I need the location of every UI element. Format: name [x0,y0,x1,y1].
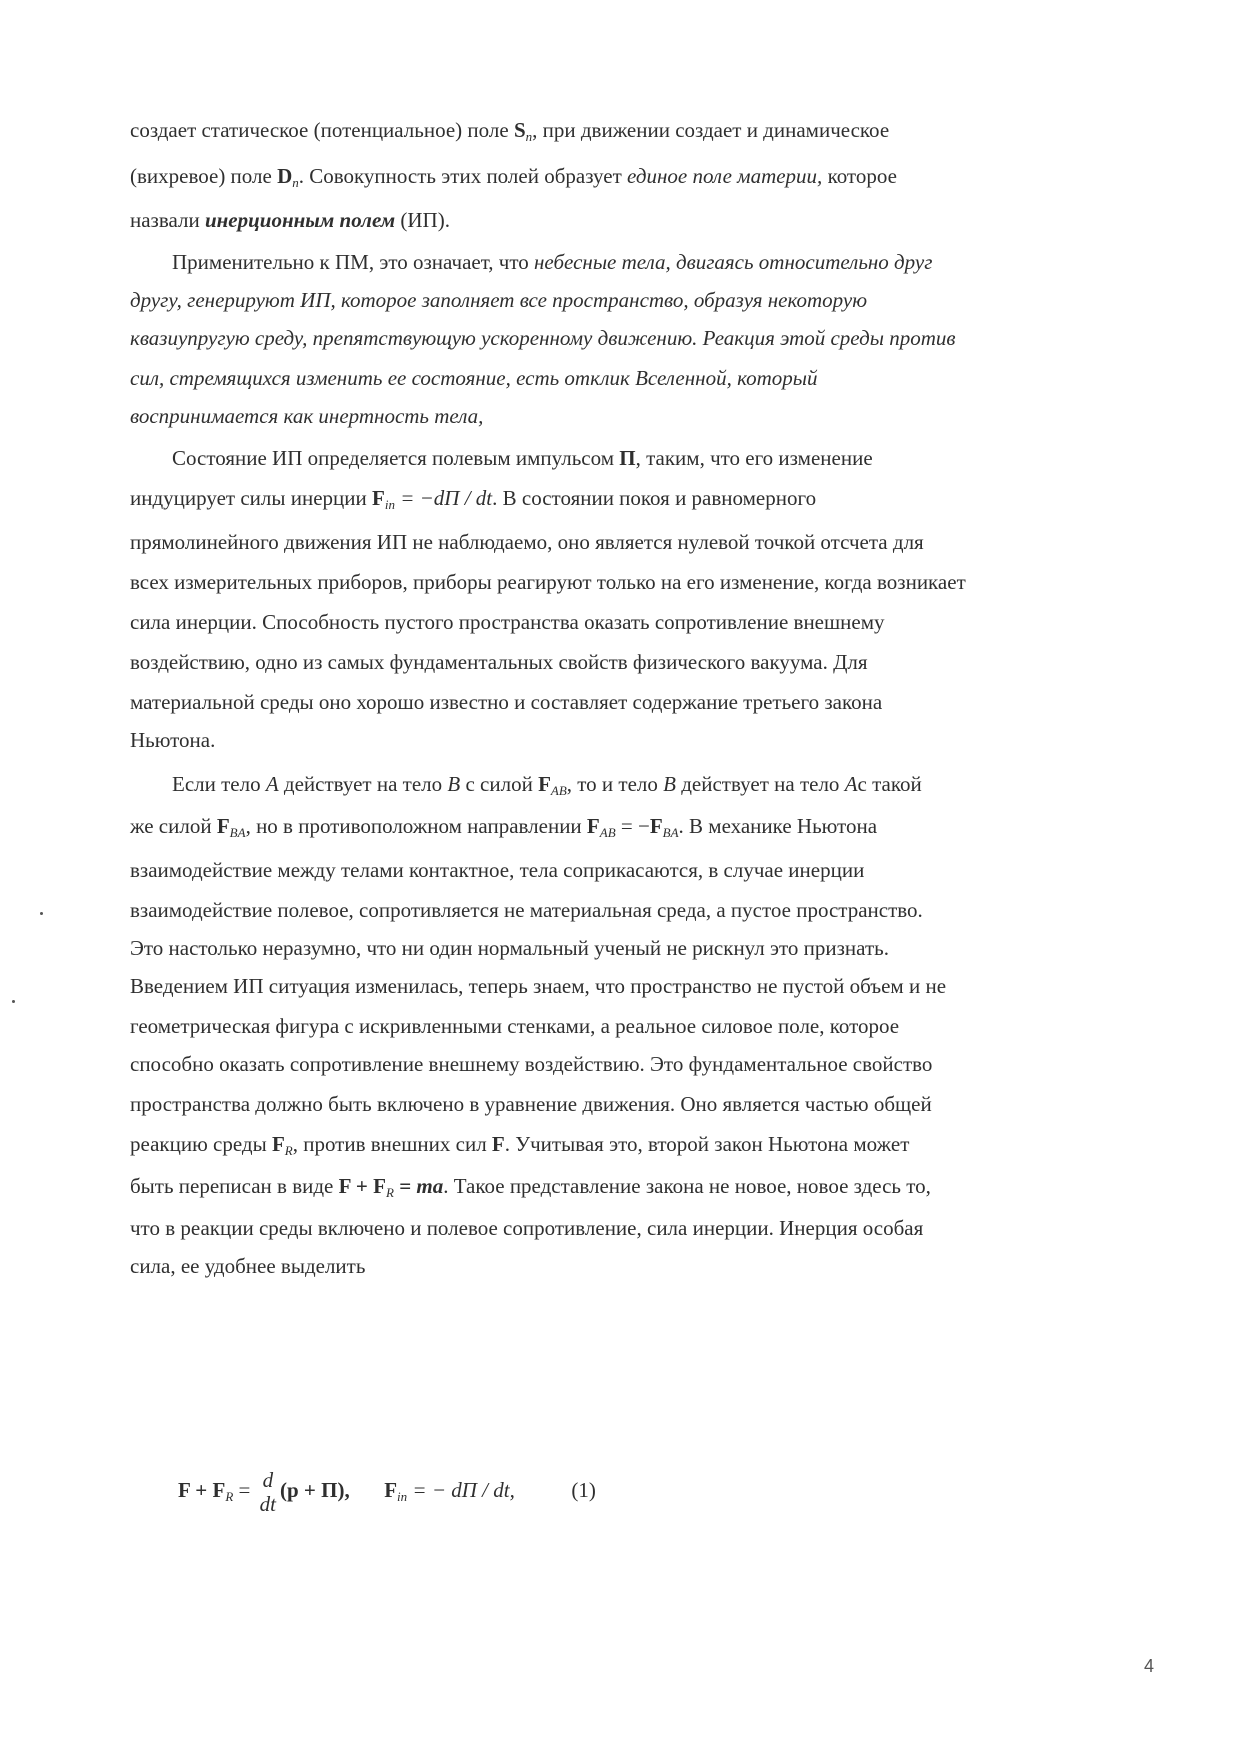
scan-speck [40,912,43,915]
p3-line-5: сила инерции. Способность пустого пространства оказать сопротивление внешнему [130,610,885,634]
equals-sign: = − [615,814,650,838]
p1-line-1 [130,116,889,151]
symbol-F: F [372,486,385,510]
text: . Такое представление закона не новое, новое здесь то, [443,1174,931,1198]
subscript: R [385,1185,394,1200]
subscript: R [284,1143,293,1158]
symbol-F: F [384,1477,398,1502]
p2-line-3 [130,324,955,352]
p4-line-1 [172,770,922,805]
text: . В механике Ньютона [678,814,878,838]
formula: = −dП / dt [394,486,493,510]
subscript: BA [229,825,246,840]
subscript: BA [662,825,679,840]
symbol-F: F [271,1132,285,1156]
p3-line-6: воздействию, одно из самых фундаментальных свойств физического вакуума. Для [130,650,868,674]
text: с такой [857,772,922,796]
text: , таким, что его изменение [635,446,873,470]
text: которое [827,164,897,188]
subscript: R [225,1488,234,1504]
symbol-D: D [277,164,293,188]
bold-italic-term: инерционным полем [204,208,396,232]
fraction [260,1468,276,1516]
p4-line-4: взаимодействие полевое, сопротивляется не материальная среда, а пустое пространство. [130,898,923,922]
p4-line-3: взаимодействие между телами контактное, тела соприкасаются, в случае инерции [130,858,865,882]
formula: = ma [393,1174,444,1198]
text: действует на тело [283,772,443,796]
text: действует на тело [681,772,840,796]
text: индуцирует силы инерции [130,486,367,510]
subscript: n [525,129,533,144]
p2-line-5: воспринимается как инертность тела, [130,404,484,428]
p3-line-8: Ньютона. [130,728,216,752]
subscript: AB [550,783,567,798]
page-number: 4 [1144,1656,1155,1676]
equation-1 [178,1468,596,1516]
text: Если тело [172,772,261,796]
equation-number: (1) [571,1477,596,1502]
text: Состояние ИП определяется полевым импульсом [172,446,614,470]
fraction-denominator: dt [259,1492,276,1516]
text: создает статическое (потенциальное) поле [130,118,509,142]
p4-line-2 [130,812,877,847]
text: , против внешних сил [292,1132,487,1156]
subscript: in [397,1488,408,1504]
text: назвали [130,208,200,232]
italic-text: единое поле материи, [627,164,823,188]
equation-rhs: (p + П), [279,1477,350,1502]
text: , при движении создает и динамическое [532,118,890,142]
var-B: B [663,772,676,796]
p4-line-12: что в реакции среды включено и полевое сопротивление, сила инерции. Инерция особая [130,1216,924,1240]
text: же силой [130,814,212,838]
equation-rhs: = − dП / dt, [407,1477,515,1502]
symbol-F: F [538,772,551,796]
text: (ИП). [400,208,450,232]
italic-text: небесные тела, двигаясь относительно друг [534,250,933,274]
p4-line-5: Это настолько неразумно, что ни один нормальный ученый не рискнул это признать. [130,936,889,960]
text: . В состоянии покоя и равномерного [492,486,817,510]
subscript: n [292,175,299,190]
text: быть переписан в виде [130,1174,334,1198]
p2-line-2: другу, генерируют ИП, которое заполняет все пространство, образуя некоторую [130,288,868,312]
text: с силой [465,772,533,796]
p4-line-11 [130,1172,931,1207]
var-A: A [265,772,279,796]
p1-line-3 [130,206,450,234]
symbol-S: S [513,118,526,142]
p4-line-8: способно оказать сопротивление внешнему воздействию. Это фундаментальное свойство [130,1052,933,1076]
italic-text: Реакция этой среды против [702,326,956,350]
symbol-P: П [619,446,636,470]
p3-line-2 [130,484,816,519]
p3-line-7: материальной среды оно хорошо известно и составляет содержание третьего закона [130,690,883,714]
p3-line-1 [172,444,873,472]
equation-lhs: F + F [178,1477,226,1502]
p2-line-4: сил, стремящихся изменить ее состояние, есть отклик Вселенной, который [130,366,818,390]
var-A: A [844,772,858,796]
p1-line-2 [130,162,897,197]
symbol-F: F [491,1132,505,1156]
text: реакцию среды [130,1132,267,1156]
text: (вихревое) поле [130,164,272,188]
var-B: B [447,772,461,796]
text: , то и тело [566,772,658,796]
scan-speck [12,1000,15,1003]
fraction-numerator: d [262,1468,274,1492]
p2-line-1 [172,248,932,276]
formula: F + F [338,1174,386,1198]
subscript: in [384,497,395,512]
symbol-F: F [216,814,230,838]
p3-line-3: прямолинейного движения ИП не наблюдаемо, оно является нулевой точкой отсчета для [130,530,924,554]
text: Применительно к ПМ, это означает, что [172,250,529,274]
p4-line-9: пространства должно быть включено в уравнение движения. Оно является частью общей [130,1092,932,1116]
p4-line-6: Введением ИП ситуация изменилась, теперь знаем, что пространство не пустой объем и не [130,974,947,998]
text: . Совокупность этих полей образует [298,164,622,188]
p4-line-10 [130,1130,909,1165]
text: , но в противоположном направлении [245,814,582,838]
italic-text: квазиупругую среду, препятствующую ускоренному движению. [130,326,698,350]
p3-line-4: всех измерительных приборов, приборы реагируют только на его изменение, когда возникает [130,570,966,594]
equals-sign: = [233,1477,256,1502]
p4-line-13: сила, ее удобнее выделить [130,1254,366,1278]
subscript: AB [599,825,616,840]
text: . Учитывая это, второй закон Ньютона может [504,1132,910,1156]
symbol-F: F [649,814,663,838]
p4-line-7: геометрическая фигура с искривленными стенками, а реальное силовое поле, которое [130,1014,900,1038]
symbol-F: F [586,814,600,838]
